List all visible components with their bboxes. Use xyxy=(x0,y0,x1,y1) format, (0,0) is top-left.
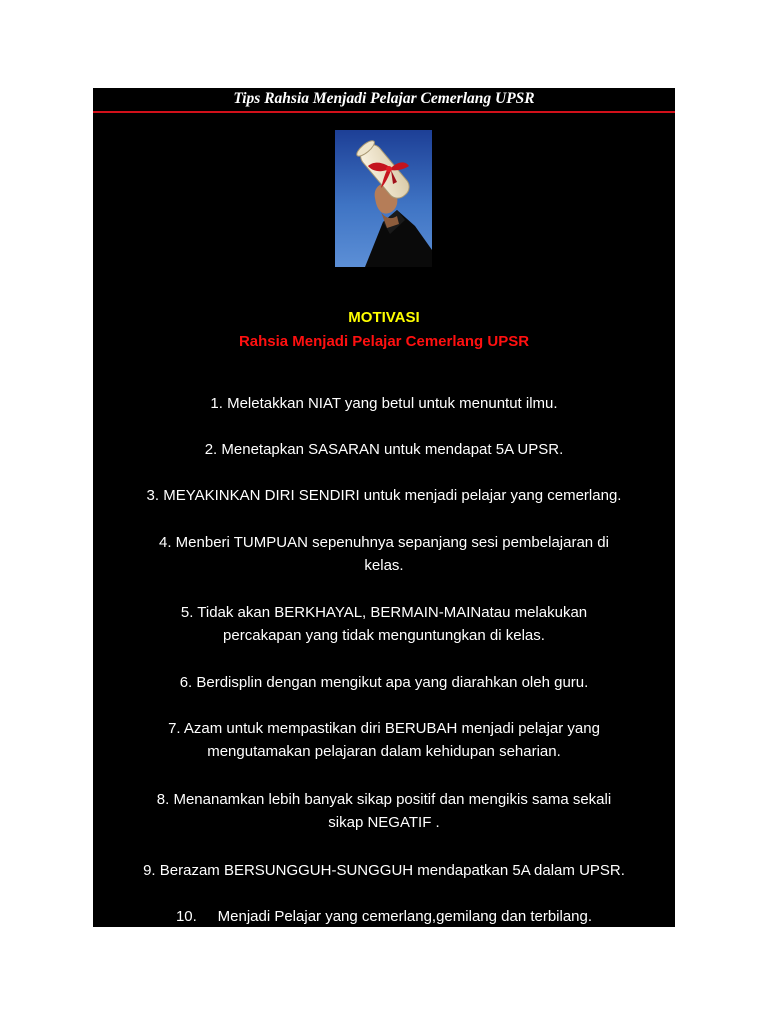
header-title: Tips Rahsia Menjadi Pelajar Cemerlang UPSR xyxy=(233,90,535,107)
tip-line: 4. Menberi TUMPUAN sepenuhnya sepanjang sesi pembelajaran di xyxy=(159,534,609,551)
tip-item-4 xyxy=(93,531,675,577)
heading-subtitle: Rahsia Menjadi Pelajar Cemerlang UPSR xyxy=(238,333,530,350)
tip-line: 7. Azam untuk mempastikan diri BERUBAH menjadi pelajar yang xyxy=(168,720,600,737)
tip-line-continued: mengutamakan pelajaran dalam kehidupan seharian. xyxy=(207,743,561,760)
tip-item-2 xyxy=(93,438,675,461)
tip-line: 6. Berdisplin dengan mengikut apa yang diarahkan oleh guru. xyxy=(179,674,589,691)
document-panel xyxy=(93,88,675,927)
tip-item-10 xyxy=(93,905,675,927)
tip-line: 1. Meletakkan NIAT yang betul untuk menuntut ilmu. xyxy=(210,395,558,412)
tip-line: 2. Menetapkan SASARAN untuk mendapat 5A UPSR. xyxy=(204,441,564,458)
header-divider xyxy=(93,111,675,113)
tip-item-5 xyxy=(93,601,675,647)
tip-line-continued: percakapan yang tidak menguntungkan di kelas. xyxy=(223,627,545,644)
tip-item-9 xyxy=(93,859,675,882)
tip-item-1 xyxy=(93,392,675,415)
graduation-diploma-hand-photo xyxy=(335,130,432,267)
tip-item-7 xyxy=(93,717,675,763)
heading-motivasi: MOTIVASI xyxy=(348,309,420,326)
tip-line-continued: kelas. xyxy=(364,557,404,574)
tip-item-6 xyxy=(93,671,675,694)
tip-line: 8. Menanamkan lebih banyak sikap positif dan mengikis sama sekali xyxy=(156,791,612,808)
tip-line: 3. MEYAKINKAN DIRI SENDIRI untuk menjadi pelajar yang cemerlang. xyxy=(146,487,622,504)
tip-line: 9. Berazam BERSUNGGUH-SUNGGUH mendapatkan 5A dalam UPSR. xyxy=(143,862,625,879)
tip-item-8 xyxy=(93,788,675,834)
tip-line: 10. Menjadi Pelajar yang cemerlang,gemilang dan terbilang. xyxy=(175,908,593,925)
tip-line: 5. Tidak akan BERKHAYAL, BERMAIN-MAINatau melakukan xyxy=(180,604,588,621)
tip-item-3 xyxy=(93,484,675,507)
tip-line-continued: sikap NEGATIF . xyxy=(328,814,440,831)
